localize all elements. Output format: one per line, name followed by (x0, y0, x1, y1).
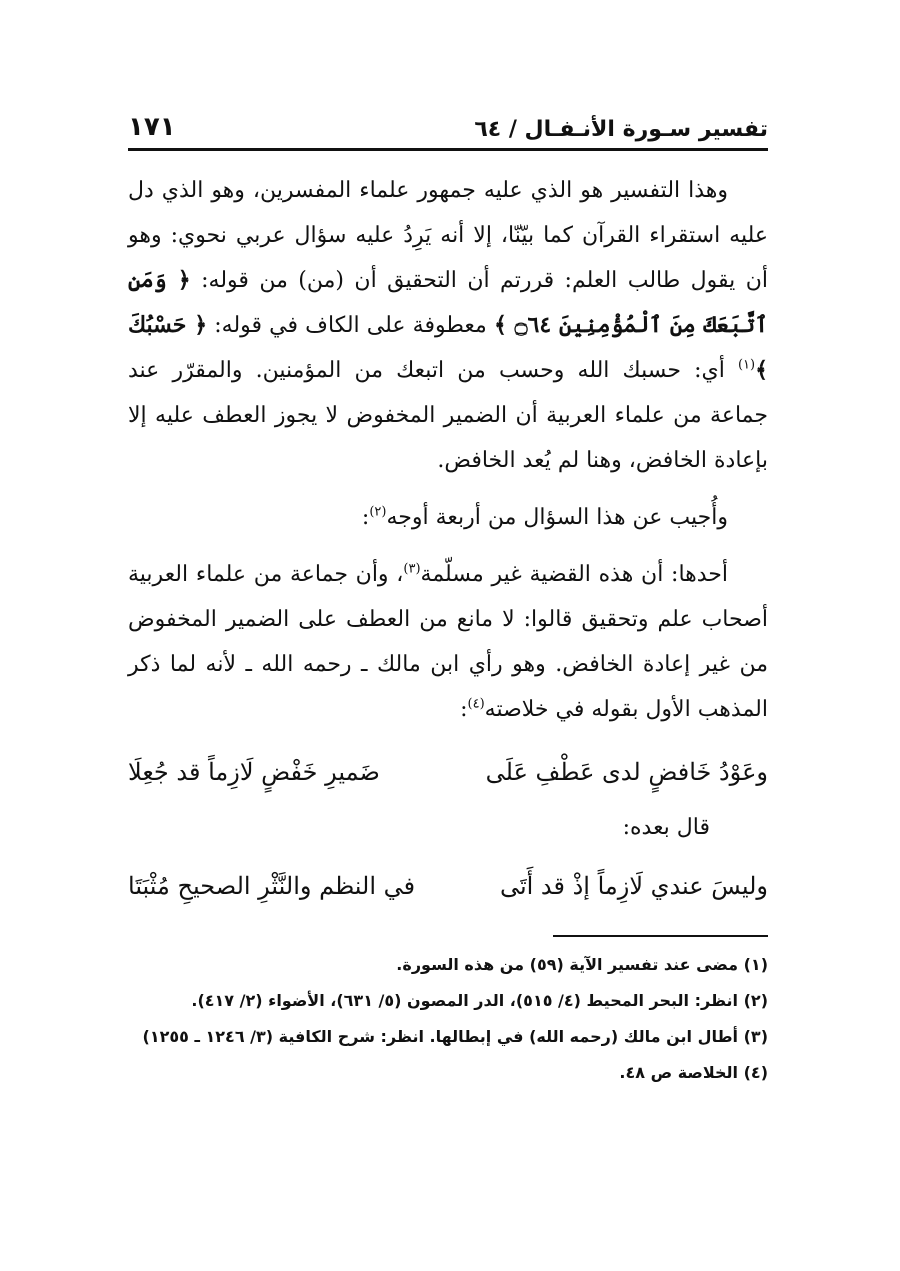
footnote-2: (٢) انظر: البحر المحيط (٤/ ٥١٥)، الدر المصون (٥/ ٦٣١)، الأضواء (٢/ ٤١٧). (191, 991, 768, 1010)
quran-quote-1: ﴿ وَمَنِ ٱتَّبَعَكَ مِنَ ٱلْمُؤْمِنِينَ ۝٦٤ ﴾ (128, 267, 768, 338)
footnote-ref-3: (٣) (403, 561, 421, 577)
p3-text-a: أحدها: أن هذه القضية غير مسلّمة (420, 562, 729, 587)
running-title: تفسير سـورة الأنـفـال / ٦٤ (474, 117, 768, 142)
footnote-ref-4: (٤) (467, 696, 485, 712)
p1-text-b: معطوفة على الكاف في قوله: (207, 313, 494, 338)
page-number: ١٧١ (128, 112, 176, 142)
p3-text-b: ، وأن جماعة من علماء العربية أصحاب علم وتحقيق قالوا: لا مانع من العطف على الضمير المخفوض من غير إعادة الخافض. وهو رأي ابن مالك ـ رحمه الله ـ لأنه لما ذكر المذهب الأول بقوله في خلاصته (128, 562, 768, 722)
running-header (128, 108, 768, 151)
p3-end: : (460, 697, 468, 722)
p1-text-c: أي: حسبك الله وحسب من اتبعك من المؤمنين. والمقرّر عند جماعة من علماء العربية أن الضمير المخفوض لا يجوز العطف عليه إلا بإعادة الخافض، وهنا لم يُعد الخافض. (128, 358, 768, 473)
verse-2-first-hemistich: وليسَ عندي لَازِماً إذْ قد أَتَى (499, 872, 768, 900)
verse-1-first-hemistich: وعَوْدُ خَافضٍ لدى عَطْفِ عَلَى (485, 758, 768, 786)
paragraph-2 (128, 495, 768, 540)
poem-verse-1 (128, 758, 768, 808)
paragraph-1 (128, 168, 768, 483)
verse-2-second-hemistich: في النظم والنَّثْرِ الصحيحِ مُثْبَتَا (128, 872, 416, 900)
p1-text-a: وهذا التفسير هو الذي عليه جمهور علماء المفسرين، وهو الذي دل عليه استقراء القرآن كما بيّنّا، إلا أنه يَرِدُ عليه سؤال عربي نحوي: وهو أن يقول طالب العلم: قررتم أن التحقيق أن (من) من قوله: (128, 178, 768, 293)
footnotes (128, 950, 768, 1094)
poem-verse-2 (128, 872, 768, 922)
p2-text: وأُجيب عن هذا السؤال من أربعة أوجه (386, 505, 728, 530)
paragraph-3 (128, 552, 768, 732)
footnote-ref-2: (٢) (369, 504, 387, 520)
quran-quote-2: ﴿ حَسْبُكَ ﴾ (128, 312, 768, 383)
p2-end: : (361, 505, 370, 530)
main-text (128, 168, 768, 732)
footnote-1: (١) مضى عند تفسير الآية (٥٩) من هذه السورة. (396, 955, 768, 974)
footnote-3: (٣) أطال ابن مالك (رحمه الله) في إبطالها. انظر: شرح الكافية (٣/ ١٢٤٦ ـ ١٢٥٥) (142, 1027, 768, 1046)
footnote-4: (٤) الخلاصة ص ٤٨. (619, 1063, 768, 1082)
footnote-separator (553, 935, 768, 937)
footnote-ref-1: (١) (737, 357, 756, 373)
verse-1-second-hemistich: ضَميرِ خَفْضٍ لَازِماً قد جُعِلَا (128, 758, 380, 786)
qal-ba3dahu: قال بعده: (622, 815, 710, 840)
